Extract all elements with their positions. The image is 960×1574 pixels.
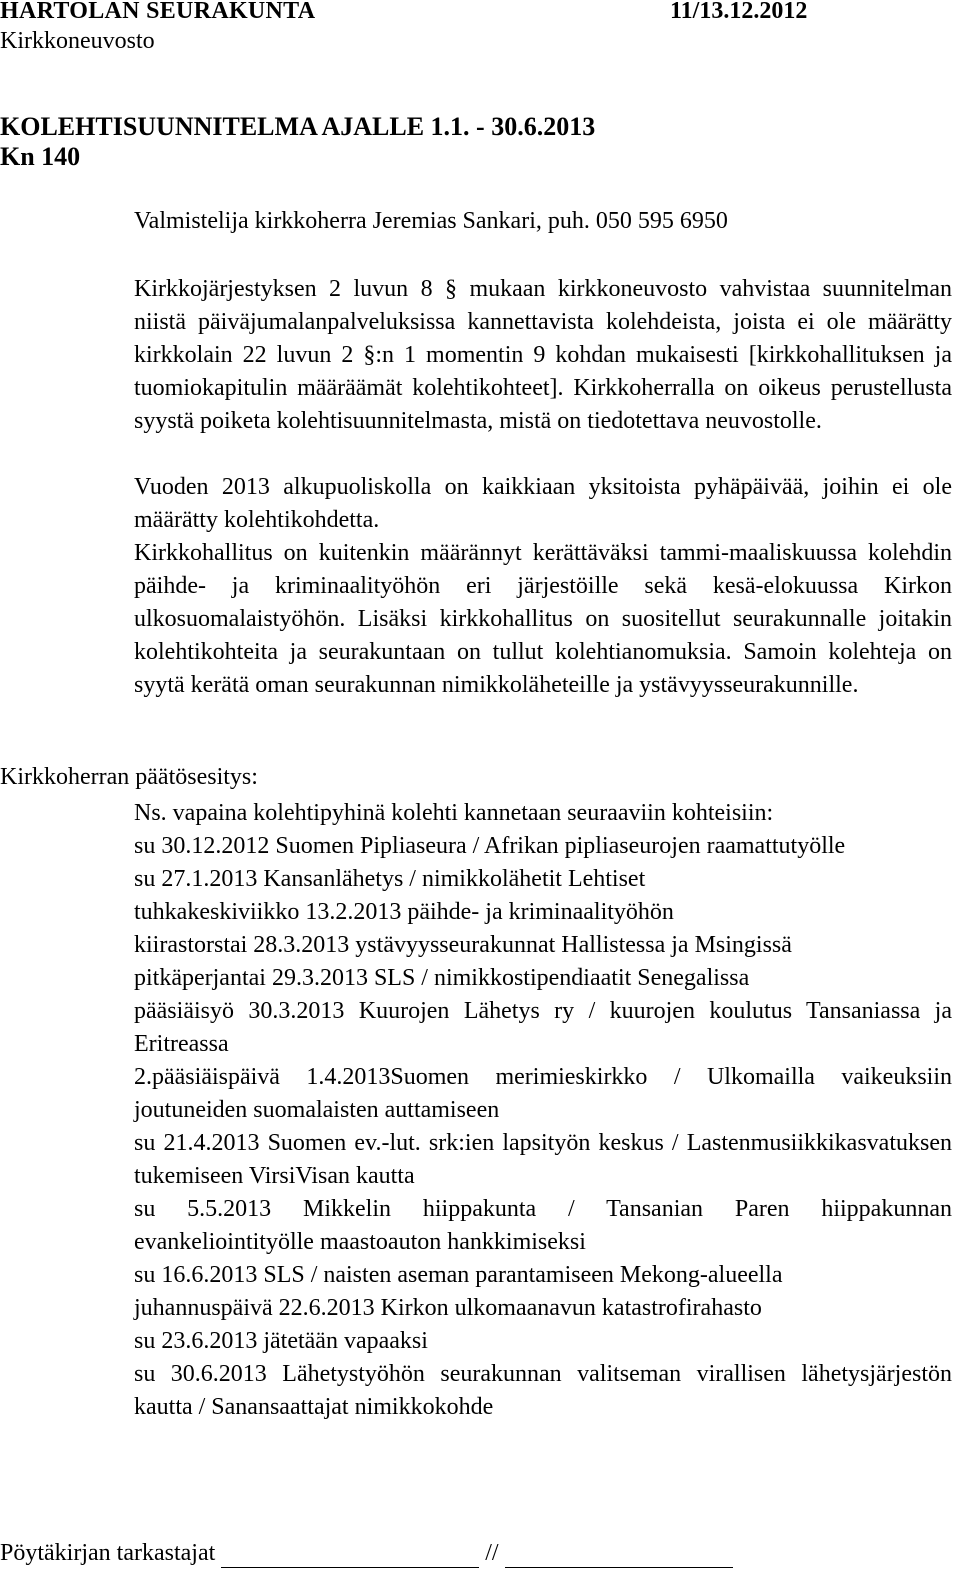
- list-item: su 30.12.2012 Suomen Pipliaseura / Afrikan pipliaseurojen raamattutyölle: [134, 833, 846, 859]
- meeting-number: 11/13.12.2012: [670, 0, 808, 24]
- paragraph-holidays: Vuoden 2013 alkupuoliskolla on kaikkiaan yksitoista pyhäpäivää, joihin ei ole määrätty kolehtikohdetta.: [134, 474, 952, 533]
- collection-list: [134, 797, 952, 1424]
- list-item: 2.pääsiäispäivä 1.4.2013Suomen merimieskirkko / Ulkomailla vaikeuksiin joutuneiden suomalaisten auttamiseen: [134, 1064, 952, 1123]
- list-item: pitkäperjantai 29.3.2013 SLS / nimikkostipendiaatit Senegalissa: [134, 965, 750, 991]
- list-intro: Ns. vapaina kolehtipyhinä kolehti kannetaan seuraaviin kohteisiin:: [134, 800, 774, 826]
- list-item: su 30.6.2013 Lähetystyöhön seurakunnan valitseman virallisen lähetysjärjestön kautta / Sanansaattajat nimikkokohde: [134, 1361, 952, 1420]
- list-item: juhannuspäivä 22.6.2013 Kirkon ulkomaanavun katastrofirahasto: [134, 1295, 762, 1321]
- list-item: su 21.4.2013 Suomen ev.-lut. srk:ien lapsityön keskus / Lastenmusiikkikasvatuksen tukemiseen VirsiVisan kautta: [134, 1130, 952, 1189]
- list-item: kiirastorstai 28.3.2013 ystävyysseurakunnat Hallistessa ja Msingissä: [134, 932, 792, 958]
- list-item: su 5.5.2013 Mikkelin hiippakunta / Tansanian Paren hiippakunnan evankeliointityölle maastoauton hankkimiseksi: [134, 1196, 952, 1255]
- list-item: su 16.6.2013 SLS / naisten aseman parantamiseen Mekong-alueella: [134, 1262, 783, 1288]
- minutes-verifiers: [0, 1540, 733, 1568]
- section-number: Kn 140: [0, 142, 81, 171]
- list-item: tuhkakeskiviikko 13.2.2013 päihde- ja kriminaalityöhön: [134, 899, 674, 925]
- paragraph-church-board: Kirkkohallitus on kuitenkin määrännyt kerättäväksi tammi-maaliskuussa kolehdin päihde- ja kriminaalityöhön eri järjestöille sekä kesä-elokuussa Kirkon ulkosuomalaistyöhön. Lisäksi kirkkohallitus on suositellut seurakunnalle joitakin kolehtikohteita ja seurakuntaan on tullut kolehtianomuksia. Samoin kolehteja on syytä kerätä oman seurakunnan nimikkoläheteille ja ystävyysseurakunnille.: [134, 540, 952, 698]
- verifiers-label: Pöytäkirjan tarkastajat: [0, 1540, 216, 1566]
- proposal-heading: Kirkkoherran päätösesitys:: [0, 764, 258, 790]
- signature-separator: //: [485, 1540, 499, 1566]
- list-item: su 23.6.2013 jätetään vapaaksi: [134, 1328, 428, 1354]
- signature-line-2: [505, 1540, 733, 1568]
- list-item: su 27.1.2013 Kansanlähetys / nimikkolähetit Lehtiset: [134, 866, 646, 892]
- page-header: [0, 0, 960, 26]
- list-item: pääsiäisyö 30.3.2013 Kuurojen Lähetys ry / kuurojen koulutus Tansaniassa ja Eritreassa: [134, 998, 952, 1057]
- organization-name: HARTOLAN SEURAKUNTA: [0, 0, 316, 24]
- preparer-line: Valmistelija kirkkoherra Jeremias Sankari, puh. 050 595 6950: [134, 208, 728, 234]
- governing-body: Kirkkoneuvosto: [0, 28, 155, 54]
- signature-line-1: [221, 1540, 479, 1568]
- paragraph-legal-basis: Kirkkojärjestyksen 2 luvun 8 § mukaan kirkkoneuvosto vahvistaa suunnitelman niistä päiväjumalanpalveluksissa kannettavista kolehdeista, joista ei ole määrätty kirkkolain 22 luvun 2 §:n 1 momentin 9 kohdan mukaisesti [kirkkohallituksen ja tuomiokapitulin määräämät kolehtikohteet]. Kirkkoherralla on oikeus perustellusta syystä poiketa kolehtisuunnitelmasta, mistä on tiedotettava neuvostolle.: [134, 276, 952, 434]
- document-title: KOLEHTISUUNNITELMA AJALLE 1.1. - 30.6.2013: [0, 112, 596, 141]
